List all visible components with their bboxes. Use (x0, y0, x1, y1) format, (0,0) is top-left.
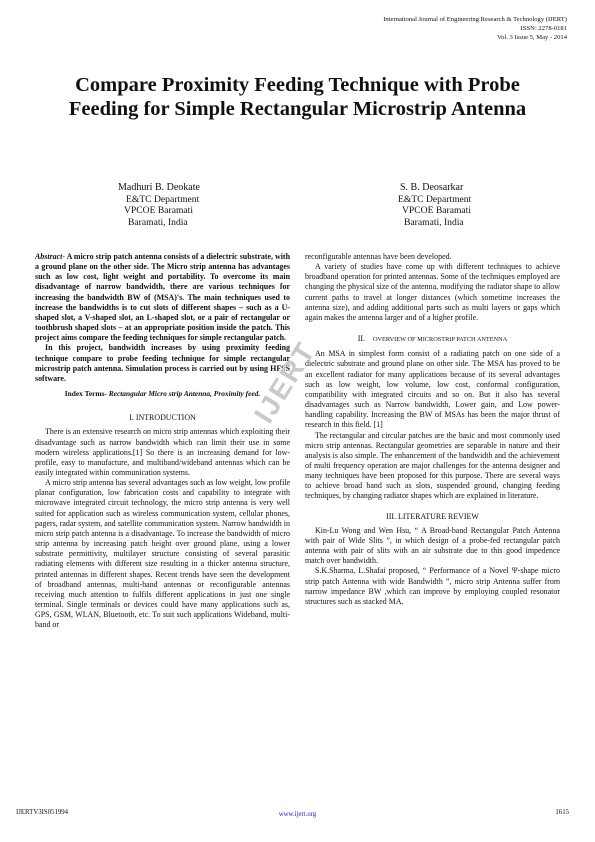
website-link-text[interactable]: www.ijert.org (278, 811, 317, 818)
index-terms (35, 389, 290, 399)
section-heading-overview (305, 334, 560, 345)
intro-paragraph-1: There is an extensive research on micro strip antennas which exploiting their disadvantage such as narrow bandwidth which can limit their use in some modern wireless applications.[1] So there is an increasing demand for low-profile, easy to manufacture, and multiband/wideband antennas which can be easily integrated within communication systems. (35, 427, 290, 477)
literature-paragraph-2: S.K.Sharma, L.Shafai proposed, “ Performance of a Novel Ψ-shape micro strip patch Antenna with wide Bandwidth ”, micro strip Antenna suffer from narrow impedance BW ,which can improve by employing coupled resonator structures such as stacked MA. (305, 566, 560, 606)
paper-title: Compare Proximity Feeding Technique with Probe Feeding for Simple Rectangular Microstrip Antenna (68, 74, 527, 120)
abstract-label: Abstract- (35, 252, 65, 261)
right-paragraph-0: reconfigurable antennas have been developed. (305, 252, 452, 261)
author-location: Baramati, India (128, 216, 188, 228)
issn: ISSN: 2278-0181 (520, 25, 567, 32)
author-dept: E&TC Department (126, 193, 200, 205)
overview-paragraph-1: An MSA in simplest form consist of a radiating patch on one side of a dielectric substrate and ground plane on other side. The MSA has proved to be an excellent radiator for many applications because of its several advantages such as low weight, low volume, low cost, conformal configuration, compatibility with integrated circuits and so on. But it also has several disadvantages such as Narrow bandwidth, Lower gain, and Low power-handling capability. Increasing the BW of MSAs has been the major thrust of research in this field. [1] (305, 349, 560, 430)
volume-issue: Vol. 3 Issue 5, May - 2014 (497, 34, 567, 41)
right-column (305, 252, 560, 607)
left-column (35, 252, 290, 630)
section-heading-literature: III. LITERATURE REVIEW (386, 511, 479, 521)
website-link[interactable] (0, 811, 595, 818)
section-heading-introduction: I. INTRODUCTION (129, 413, 196, 423)
abstract (35, 252, 290, 343)
section-number: II. (357, 334, 366, 344)
author-institution: VPCOE Baramati (402, 205, 472, 216)
index-terms-text: Rectangular Micro strip Antenna, Proximity feed. (106, 389, 261, 399)
watermark-text: IJERT (248, 336, 322, 429)
author-dept: E&TC Department (398, 193, 472, 205)
overview-paragraph-2: The rectangular and circular patches are the basic and most commonly used micro strip antennas. Rectangular geometries are separable in nature and their analysis is also simple. The enhancement of the bandwidth and the achievement of multi frequency operation are major challenges for the antenna designer and many techniques have been proposed for this purpose. There are several ways to achieve broad band such as slots, suspended ground, changing feeding techniques, by changing radiator shapes which are explained in literature. (305, 430, 560, 501)
author-2 (400, 182, 471, 228)
page-number: 1615 (555, 809, 569, 816)
literature-paragraph-1: Kin-Lu Wong and Wen Hsu, “ A Broad-band Rectangular Patch Antenna with pair of Wide Slits ”, in which design of a probe-fed rectangular patch antenna with pair of slits with an air substrate due to this good impedence match over bandwidth. (305, 525, 560, 566)
author-name: Madhuri B. Deokate (118, 182, 200, 193)
paper-id: IJERTV3IS051994 (16, 809, 69, 816)
section-title: OVERVIEW OF MICROSTRIP PATCH ANTENNA (372, 336, 508, 344)
author-location: Baramati, India (404, 216, 464, 228)
abstract-para-2: In this project, bandwidth increases by using proximity feeding technique compare to probe feeding technique for simple rectangular microstrip patch antenna. Simulation process is carried out by using HFSS software. (35, 343, 290, 383)
index-terms-label: Index Terms- (64, 389, 107, 399)
journal-header (383, 15, 567, 42)
abstract-text: A micro strip patch antenna consists of a dielectric substrate, with a ground plane on the other side. The Micro strip antenna has advantages such as low cost, light weight and portability. To overcome its main disadvantage of narrow bandwidth, there are various techniques for increasing the bandwidth BW of (MSA)'s. The main techniques used to increase the bandwidths is to cut slots of different shapes – such as a U-shaped slot, a V-shaped slot, an L-shaped slot, or a pair of rectangular or toothbrush shaped slots – at an appropriate position inside the patch. This project aims compare the feeding techniques for simple rectangular patch. (35, 252, 290, 343)
journal-name: International Journal of Engineering Research & Technology (IJERT) (383, 16, 567, 23)
author-name: S. B. Deosarkar (400, 182, 464, 193)
author-1 (118, 182, 200, 228)
author-institution: VPCOE Baramati (124, 205, 194, 216)
intro-paragraph-2: A micro strip antenna has several advantages such as low weight, low profile planar configuration, low fabrication costs and capability to integrate with microwave integrated circuit technology, the micro strip antenna is very well suited for application such as wireless communication system, cellular phones, pagers, radar system, and satellite communication system. Narrow bandwidth in micro strip patch antenna is a disadvantage. To increase the bandwidth of micro strip antenna by increasing patch height over ground plane, using a lower substrate permittivity, multilayer structure consisting of several parasitic radiating elements with different size resulting in a thicker antenna structure, printed antennas in different shapes. Recent trends have seen the development of broadband antennas, multi-band antennas or reconfigurable antennas receiving much attention to fulfils different applications in just one single terminal. Single terminals or devices could have many applications such as, GPS, GSM, WLAN, Bluetooth, etc. To suit such applications Wideband, multi-band or (35, 478, 290, 630)
right-paragraph-1: A variety of studies have come up with different techniques to achieve broadband operation for printed antennas. Some of the techniques employed are changing the physical size of the antenna, modifying the radiator shape to allow current paths to travel at longer distances (which sometime increases the antenna size), and adding additional parts such as multi layers or gaps which again makes the antenna larger and of a higher profile. (305, 262, 560, 322)
